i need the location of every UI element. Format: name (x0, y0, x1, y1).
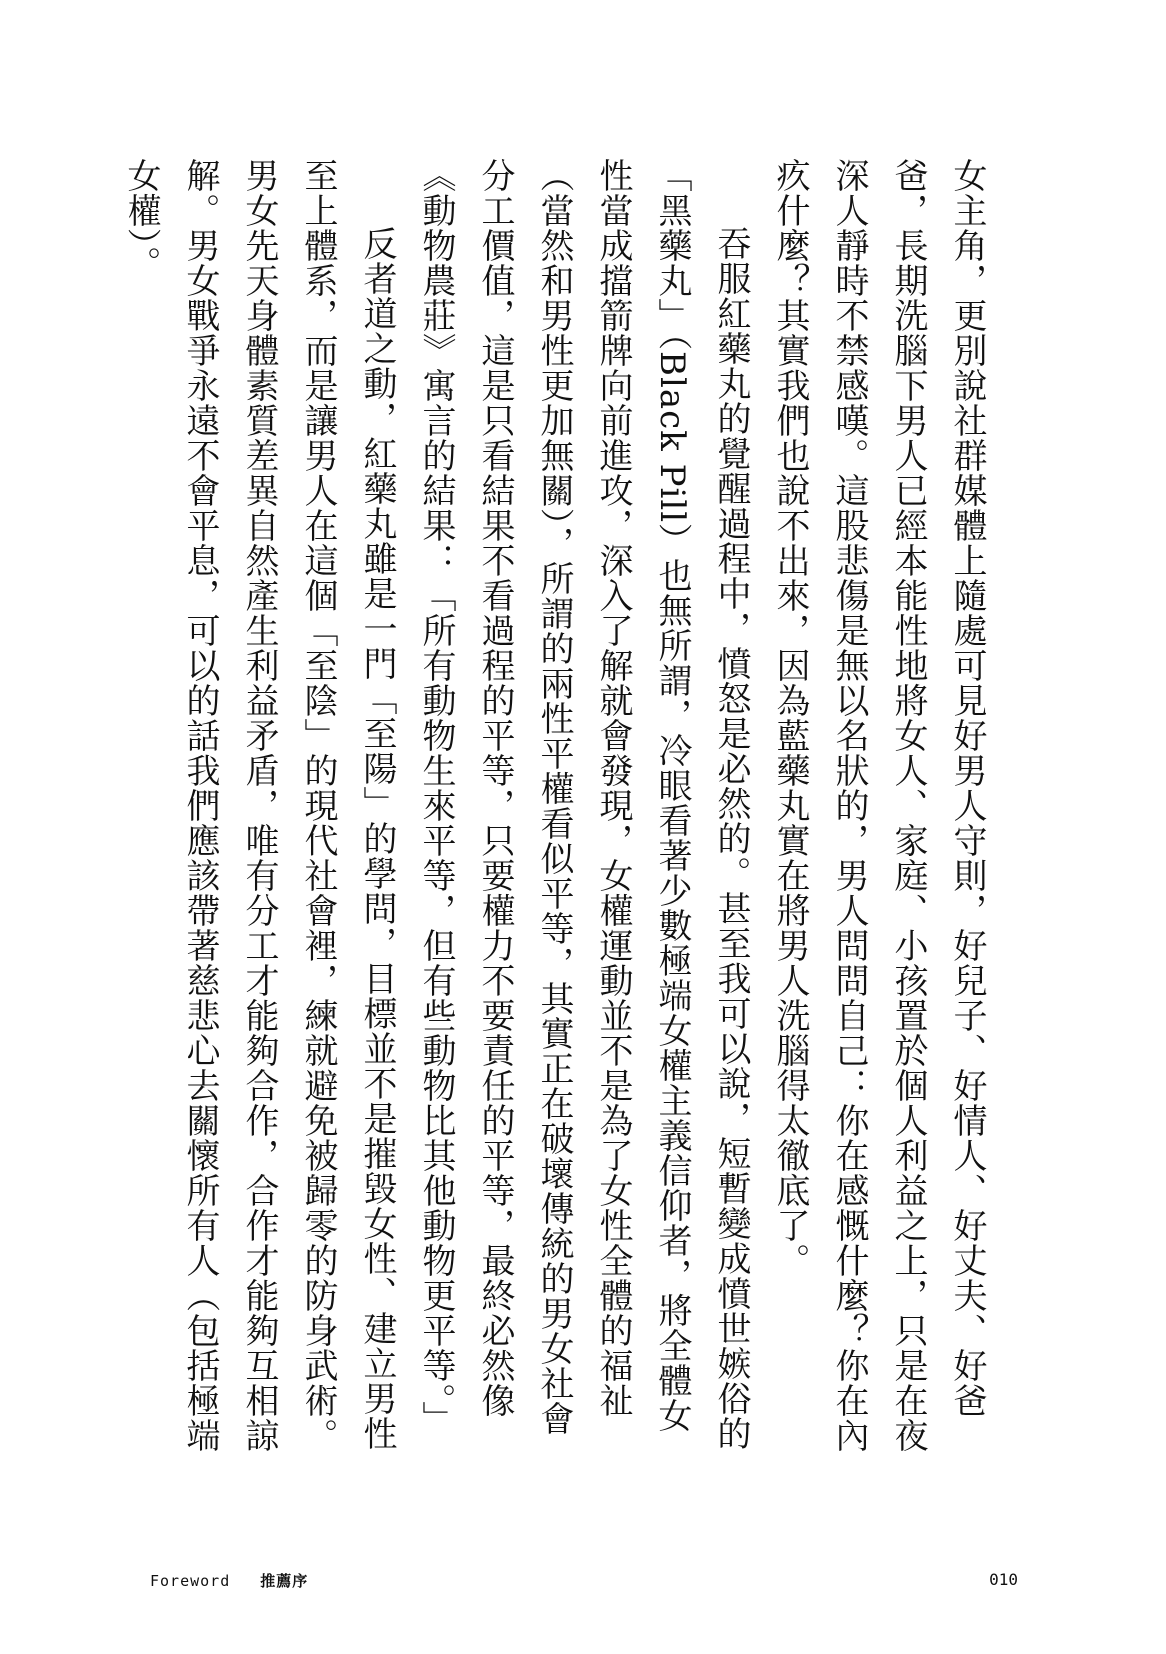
paragraph-1: 女主角，更別說社群媒體上隨處可見好男人守則，好兒子、好情人、好丈夫、好爸爸，長期洗腦下男人已經本能性地將女人、家庭、小孩置於個人利益之上，只是在夜深人靜時不禁感嘆。這股悲傷是無以名狀的，男人問問自己：你在感慨什麼？你在內疚什麼？其實我們也說不出來，因為藍藥丸實在將男人洗腦得太徹底了。 (770, 158, 987, 1453)
page-number: 010 (989, 1570, 1018, 1589)
section-label-en: Foreword (150, 1572, 231, 1590)
paragraph-2: 吞服紅藥丸的覺醒過程中，憤怒是必然的。甚至我可以說，短暫變成憤世嫉俗的「黑藥丸」（Black Pill）也無所謂，冷眼看著少數極端女權主義信仰者，將全體女性當成擋箭牌向前進攻，深入了解就會發現，女權運動並不是為了女性全體的福祉（當然和男性更加無關），所謂的兩性平權看似平等，其實正在破壞傳統的男女社會分工價值，這是只看結果不看過程的平等，只要權力不要責任的平等，最終必然像《動物農莊》寓言的結果：「所有動物生來平等，但有些動物比其他動物更平等。」 (416, 158, 751, 1451)
paragraph-3: 反者道之動，紅藥丸雖是一門「至陽」的學問，目標並不是摧毀女性、建立男性至上體系，而是讓男人在這個「至陰」的現代社會裡，練就避免被歸零的防身武術。男女先天身體素質差異自然產生利益矛盾，唯有分工才能夠合作，合作才能夠互相諒解。男女戰爭永遠不會平息，可以的話我們應該帶著慈悲心去關懷所有人（包括極端女權）。 (121, 158, 397, 1453)
body-text (96, 158, 996, 1454)
running-footer (150, 1570, 308, 1591)
section-label-zh: 推薦序 (260, 1572, 309, 1590)
